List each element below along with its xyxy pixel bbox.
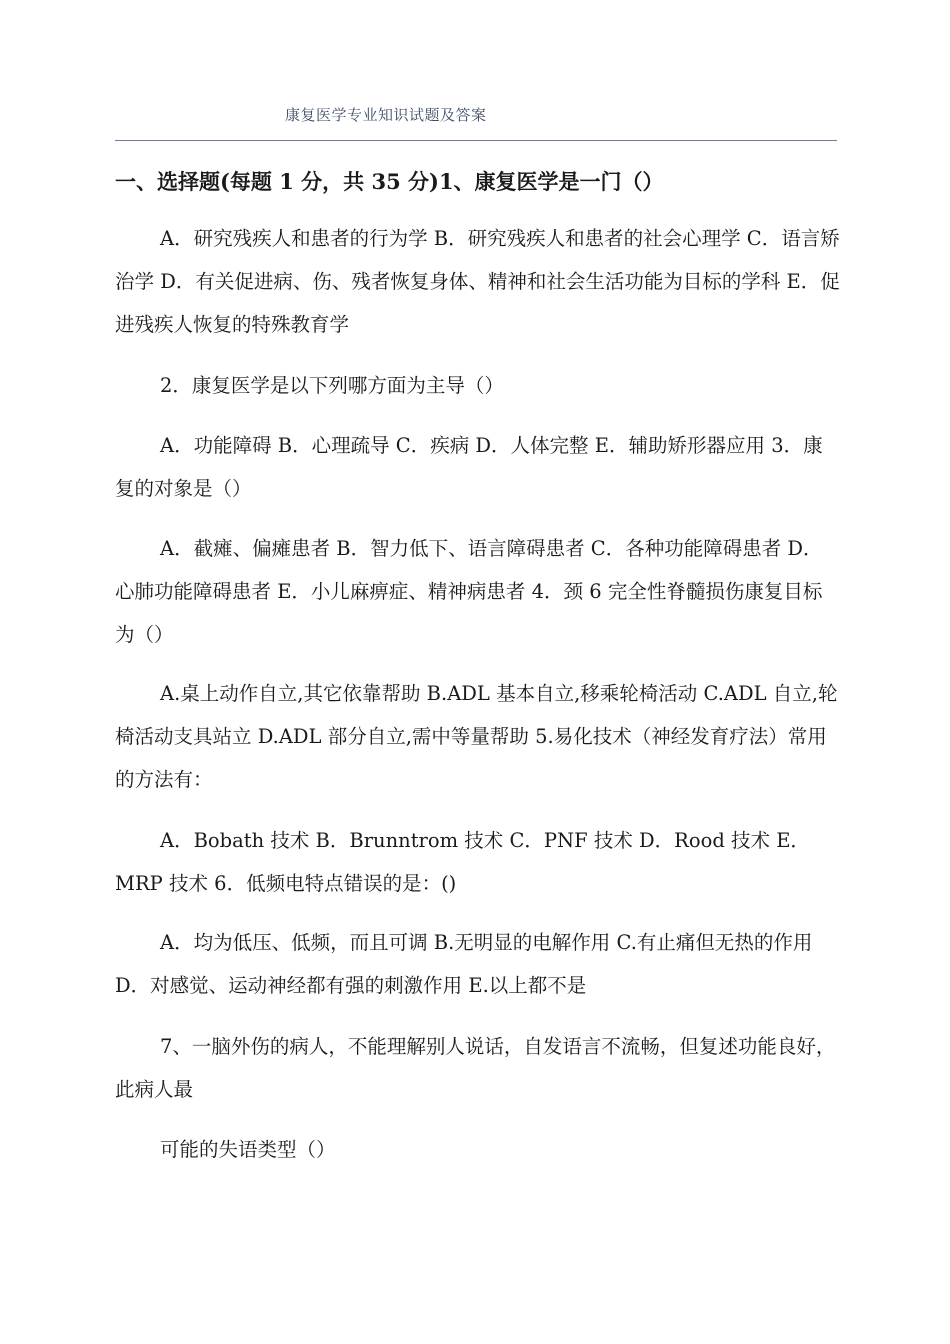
question-1-options: A．研究残疾人和患者的行为学 B．研究残疾人和患者的社会心理学 C．语言矫治学 D．有关促进病、伤、残者恢复身体、精神和社会生活功能为目标的学科 E．促进残疾人恢复的特殊教育学	[115, 227, 840, 336]
question-7-text: 7、一脑外伤的病人，不能理解别人说话，自发语言不流畅，但复述功能良好，此病人最	[115, 1035, 836, 1101]
document-header-title: 康复医学专业知识试题及答案	[285, 106, 487, 124]
question-3-options: A．截瘫、偏瘫患者 B．智力低下、语言障碍患者 C．各种功能障碍患者 D．心肺功能障碍患者 E．小儿麻痹症、精神病患者 4．颈 6 完全性脊髓损伤康复目标为（）	[115, 537, 823, 646]
question-6-options: A．均为低压、低频，而且可调 B.无明显的电解作用 C.有止痛但无热的作用 D．对感觉、运动神经都有强的刺激作用 E.以上都不是	[115, 931, 813, 997]
question-2-text: 2．康复医学是以下列哪方面为主导（）	[160, 374, 504, 397]
header-divider	[115, 140, 837, 141]
question-7-continuation: 可能的失语类型（）	[160, 1138, 336, 1161]
question-4-options: A.桌上动作自立,其它依靠帮助 B.ADL 基本自立,移乘轮椅活动 C.ADL 自立,轮椅活动支具站立 D.ADL 部分自立,需中等量帮助 5.易化技术（神经发育疗法）常用的方法有：	[115, 682, 838, 791]
question-2-options: A．功能障碍 B．心理疏导 C．疾病 D．人体完整 E．辅助矫形器应用 3．康复的对象是（）	[115, 434, 823, 500]
question-5-options: A．Bobath 技术 B．Brunntrom 技术 C．PNF 技术 D．Rood 技术 E．MRP 技术 6．低频电特点错误的是：()	[115, 829, 810, 895]
section-heading: 一、选择题(每题 1 分，共 35 分)1、康复医学是一门（）	[115, 169, 664, 194]
